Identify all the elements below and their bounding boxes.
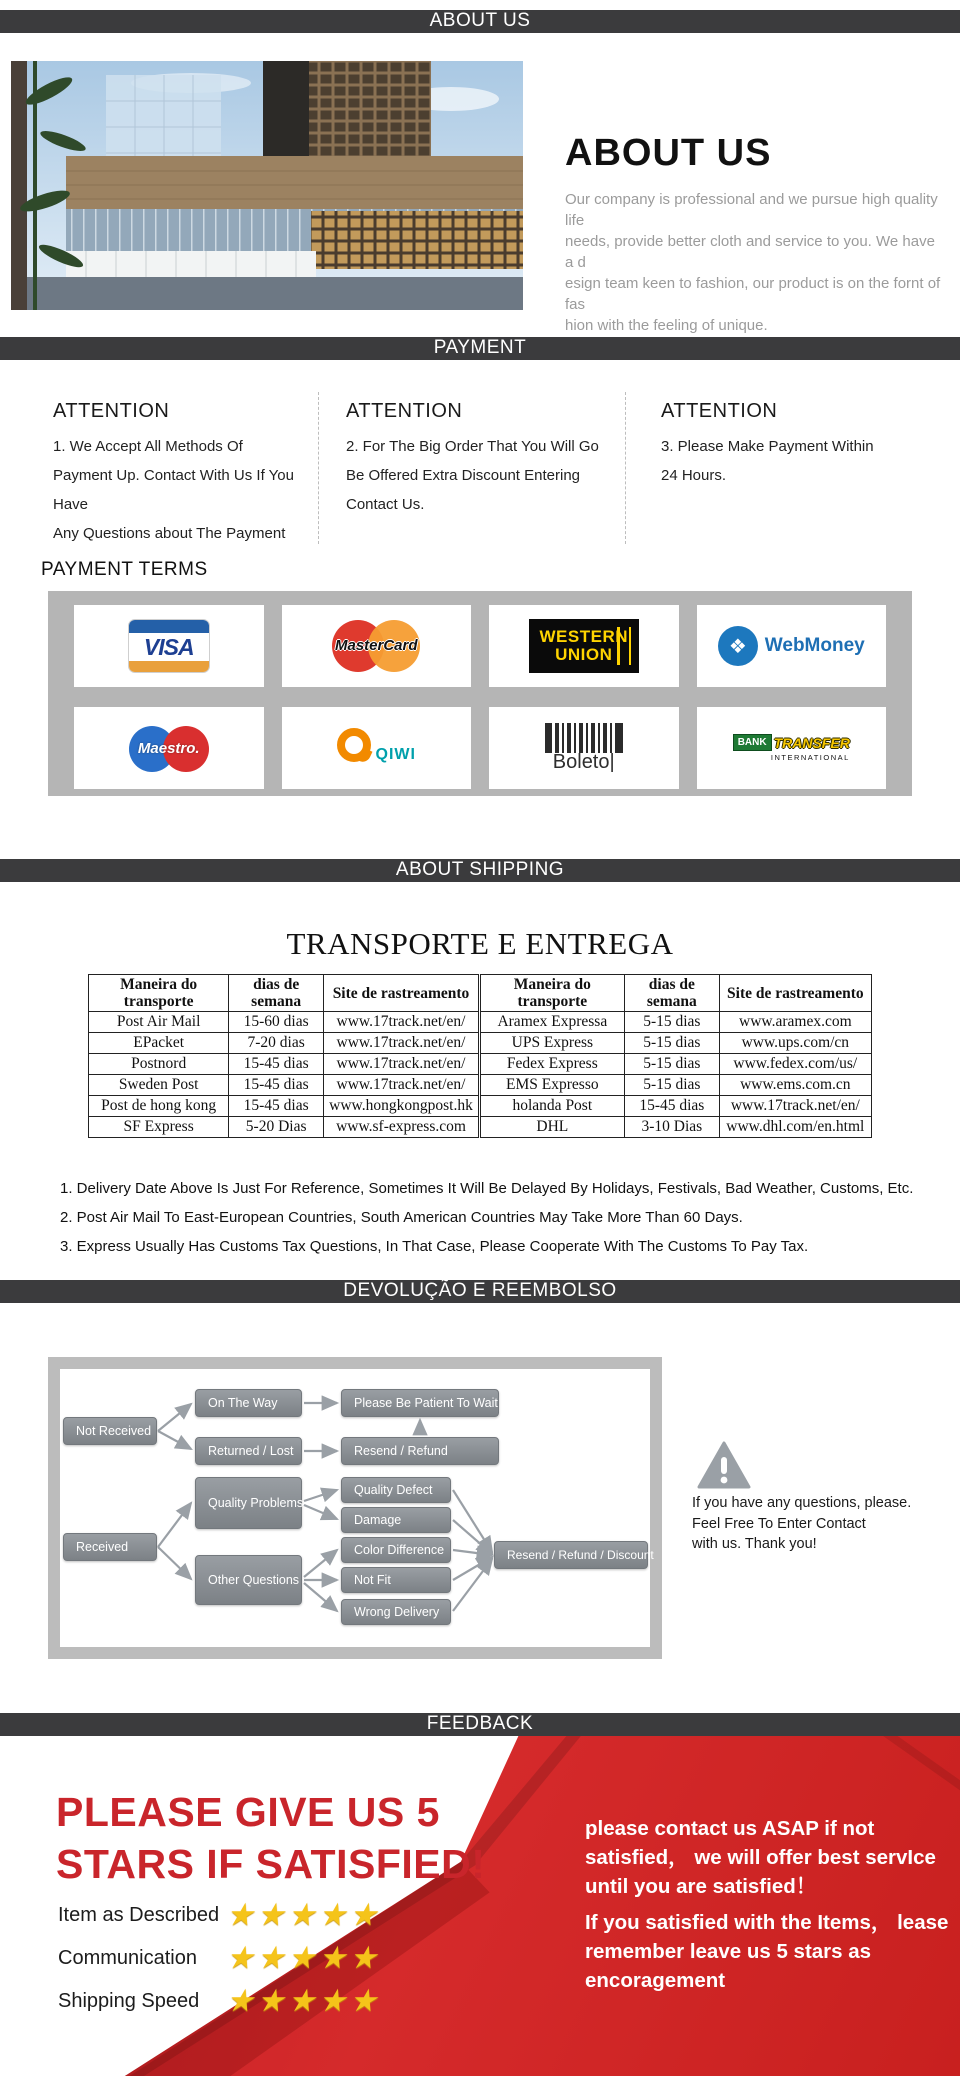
cell: 5-15 dias	[624, 1033, 719, 1054]
five-star-rating	[226, 1897, 380, 1933]
payment-methods-panel	[48, 591, 912, 796]
cell: Aramex Expressa	[479, 1012, 624, 1033]
red-box-line: until you are satisfied！	[585, 1875, 817, 1898]
cell: www.17track.net/en/	[324, 1075, 480, 1096]
flow-node-quality-defect: Quality Defect	[341, 1477, 451, 1503]
cell: 5-15 dias	[624, 1075, 719, 1096]
notice-line: with us. Thank you!	[692, 1536, 817, 1552]
cell: 15-45 dias	[229, 1075, 324, 1096]
cell: EMS Expresso	[479, 1075, 624, 1096]
star-icon	[318, 1955, 349, 1972]
visa-wordmark: VISA	[143, 633, 194, 660]
shipping-title: TRANSPORTE E ENTREGA	[286, 926, 674, 961]
payment-card-mastercard	[282, 605, 472, 687]
cell: Fedex Express	[479, 1054, 624, 1075]
cell: www.sf-express.com	[324, 1117, 480, 1138]
payment-card-boleto	[489, 707, 679, 789]
shipping-table	[88, 974, 872, 1138]
cell: UPS Express	[479, 1033, 624, 1054]
shipping-notes	[60, 1174, 960, 1261]
returns-flowchart-panel	[48, 1357, 662, 1659]
cell: SF Express	[89, 1117, 229, 1138]
visa-logo	[128, 619, 210, 673]
table-row	[89, 1012, 872, 1033]
cell: www.aramex.com	[719, 1012, 871, 1033]
cell: 15-45 dias	[229, 1096, 324, 1117]
flow-node-color-difference: Color Difference	[341, 1537, 451, 1563]
qiwi-q-icon	[337, 728, 371, 762]
cell: 15-45 dias	[624, 1096, 719, 1117]
col-header: Maneira do transporte	[479, 975, 624, 1012]
star-icon	[226, 1912, 257, 1929]
mastercard-wordmark: MasterCard	[334, 637, 418, 654]
payment-card-visa	[74, 605, 264, 687]
headline-line: STARS IF SATISFIED!	[56, 1841, 486, 1887]
star-icon	[349, 1955, 380, 1972]
shipping-note: 1. Delivery Date Above Is Just For Reference, Sometimes It Will Be Delayed By Holidays, Festivals, Bad Weather, Customs, Etc.	[60, 1180, 914, 1197]
cell: www.17track.net/en/	[324, 1012, 480, 1033]
cell: EPacket	[89, 1033, 229, 1054]
flow-node-received: Received	[63, 1533, 157, 1561]
about-line: Our company is professional and we pursue high quality life	[565, 191, 938, 229]
attention-line: Contact Us.	[346, 496, 425, 513]
about-line: needs, provide better cloth and service to you. We have a d	[565, 233, 935, 271]
flow-node-wrong-delivery: Wrong Delivery	[341, 1599, 451, 1625]
col-header: Maneira do transporte	[89, 975, 229, 1012]
cell: 5-15 dias	[624, 1012, 719, 1033]
attention-line: 2. For The Big Order That You Will Go	[346, 438, 599, 455]
cell: holanda Post	[479, 1096, 624, 1117]
red-box-line: please contact us ASAP if not	[585, 1817, 875, 1840]
bank-transfer-international-word: INTERNATIONAL	[770, 753, 850, 762]
about-line: esign team keen to fashion, our product is on the fornt of fas	[565, 275, 941, 313]
qiwi-wordmark: QIWI	[375, 746, 416, 763]
flow-node-returned-lost: Returned / Lost	[195, 1437, 302, 1465]
payment-attention-section	[0, 360, 960, 591]
cell: www.17track.net/en/	[719, 1096, 871, 1117]
cell: 7-20 dias	[229, 1033, 324, 1054]
cell: Post Air Mail	[89, 1012, 229, 1033]
cell: Postnord	[89, 1054, 229, 1075]
attention-title: ATTENTION	[661, 400, 778, 422]
section-bar-feedback: FEEDBACK	[0, 1713, 960, 1736]
payment-card-western-union	[489, 605, 679, 687]
flow-node-on-the-way: On The Way	[195, 1389, 302, 1417]
about-section	[0, 33, 960, 337]
returns-notice	[692, 1493, 911, 1555]
notice-line: Feel Free To Enter Contact	[692, 1515, 866, 1532]
flow-node-not-fit: Not Fit	[341, 1567, 451, 1593]
notice-line: If you have any questions, please.	[692, 1495, 912, 1511]
cell: 15-60 dias	[229, 1012, 324, 1033]
dashed-divider	[318, 392, 319, 544]
rating-row-shipping-speed	[58, 1986, 380, 2016]
rating-label: Communication	[58, 1946, 197, 1969]
star-icon	[226, 1998, 257, 2015]
flow-node-not-received: Not Received	[63, 1417, 157, 1445]
table-header-row	[89, 975, 872, 1012]
star-icon	[318, 1912, 349, 1929]
bank-transfer-transfer-word: TRANSFER	[773, 734, 850, 751]
red-box-paragraph-1	[585, 1814, 955, 1901]
red-box-line: encoragement	[585, 1969, 726, 1992]
rating-label: Item as Described	[58, 1903, 220, 1926]
dashed-divider	[625, 392, 626, 544]
returns-section	[0, 1303, 960, 1713]
payment-card-maestro	[74, 707, 264, 789]
flow-node-other-questions: Other Questions	[195, 1555, 302, 1605]
cell: www.hongkongpost.hk	[324, 1096, 480, 1117]
attention-title: ATTENTION	[53, 400, 170, 422]
star-icon	[257, 1912, 288, 1929]
col-header: dias de semana	[624, 975, 719, 1012]
section-bar-payment: PAYMENT	[0, 337, 960, 360]
about-title: ABOUT US	[565, 132, 772, 174]
maestro-logo	[121, 720, 217, 776]
cell: www.fedex.com/us/	[719, 1054, 871, 1075]
star-icon	[288, 1912, 319, 1929]
red-box-line: If you satisfied with the Items， lease	[585, 1911, 949, 1934]
cell: 5-15 dias	[624, 1054, 719, 1075]
attention-column-1	[53, 400, 313, 548]
bank-transfer-bank-word: BANK	[733, 734, 772, 751]
about-paragraph	[565, 189, 945, 336]
about-line: hion with the feeling of unique.	[565, 317, 768, 334]
cell: Post de hong kong	[89, 1096, 229, 1117]
visa-blue-band	[129, 620, 209, 633]
cell: 15-45 dias	[229, 1054, 324, 1075]
flow-node-quality-problems: Quality Problems	[195, 1477, 302, 1529]
mastercard-logo	[328, 616, 424, 676]
red-box-paragraph-2	[585, 1908, 955, 1995]
five-stars-headline	[56, 1786, 485, 1890]
cell: 5-20 Dias	[229, 1117, 324, 1138]
western-union-word-2: UNION	[555, 645, 613, 664]
attention-line: Be Offered Extra Discount Entering	[346, 467, 581, 484]
attention-title: ATTENTION	[346, 400, 463, 422]
section-bar-about-shipping: ABOUT SHIPPING	[0, 859, 960, 882]
flow-node-damage: Damage	[341, 1507, 451, 1533]
red-box-line: satisfied， we will offer best servIce	[585, 1846, 936, 1869]
cell: www.dhl.com/en.html	[719, 1117, 871, 1138]
col-header: Site de rastreamento	[719, 975, 871, 1012]
payment-terms-title: PAYMENT TERMS	[41, 559, 208, 580]
cell: www.17track.net/en/	[324, 1054, 480, 1075]
western-union-word-1: WESTERN	[539, 627, 628, 646]
star-icon	[257, 1998, 288, 2015]
visa-gold-band	[129, 661, 209, 672]
five-star-rating	[226, 1940, 380, 1976]
table-row	[89, 1075, 872, 1096]
rating-rows	[58, 1900, 380, 2029]
red-box-message	[585, 1814, 955, 1995]
bank-transfer-logo	[733, 734, 850, 762]
feedback-section	[0, 1736, 960, 2089]
attention-line: 24 Hours.	[661, 467, 727, 484]
table-row	[89, 1033, 872, 1054]
attention-column-3	[661, 400, 921, 490]
star-icon	[318, 1998, 349, 2015]
payment-card-bank-transfer	[697, 707, 887, 789]
rating-row-communication	[58, 1943, 380, 1973]
webmoney-logo	[718, 626, 865, 666]
webmoney-wordmark: WebMoney	[764, 635, 865, 656]
payment-card-qiwi	[282, 707, 472, 789]
cell: 3-10 Dias	[624, 1117, 719, 1138]
boleto-logo	[545, 723, 623, 774]
western-union-logo	[529, 619, 639, 673]
shipping-section	[0, 882, 960, 1280]
star-icon	[288, 1998, 319, 2015]
table-row	[89, 1117, 872, 1138]
attention-column-2	[346, 400, 606, 519]
boleto-barcode-icon	[545, 723, 623, 753]
warning-icon	[697, 1441, 751, 1489]
attention-line: 3. Please Make Payment Within	[661, 438, 874, 455]
star-icon	[288, 1955, 319, 1972]
star-icon	[349, 1912, 380, 1929]
red-box-line: remember leave us 5 stars as	[585, 1940, 872, 1963]
cell: www.ems.com.cn	[719, 1075, 871, 1096]
table-row	[89, 1096, 872, 1117]
table-row	[89, 1054, 872, 1075]
company-building-photo	[11, 61, 523, 310]
maestro-wordmark: Maestro.	[137, 740, 200, 757]
col-header: dias de semana	[229, 975, 324, 1012]
section-bar-about-us: ABOUT US	[0, 10, 960, 33]
five-star-rating	[226, 1983, 380, 2019]
flow-node-resend-refund: Resend / Refund	[341, 1437, 499, 1465]
flow-node-resend-refund-discount: Resend / Refund / Discount	[494, 1541, 648, 1569]
attention-line: Any Questions about The Payment	[53, 525, 286, 542]
attention-line: 1. We Accept All Methods Of	[53, 438, 243, 455]
star-icon	[226, 1955, 257, 1972]
about-text-block	[565, 132, 945, 337]
cell: Sweden Post	[89, 1075, 229, 1096]
rating-label: Shipping Speed	[58, 1989, 200, 2012]
qiwi-logo	[337, 728, 416, 768]
cell: www.ups.com/cn	[719, 1033, 871, 1054]
star-icon	[257, 1955, 288, 1972]
webmoney-globe-icon: ❖	[718, 626, 758, 666]
flow-node-please-be-patient: Please Be Patient To Wait	[341, 1389, 499, 1417]
headline-line: PLEASE GIVE US 5	[56, 1789, 440, 1835]
shipping-note: 2. Post Air Mail To East-European Countries, South American Countries May Take More Than 60 Days.	[60, 1209, 743, 1226]
cell: www.17track.net/en/	[324, 1033, 480, 1054]
section-bar-returns: DEVOLUÇÃO E REEMBOLSO	[0, 1280, 960, 1303]
rating-row-item-as-described	[58, 1900, 380, 1930]
boleto-wordmark: Boleto |	[553, 751, 615, 774]
shipping-note: 3. Express Usually Has Customs Tax Questions, In That Case, Please Cooperate With The Customs To Pay Tax.	[60, 1238, 809, 1255]
payment-card-webmoney	[697, 605, 887, 687]
cell: DHL	[479, 1117, 624, 1138]
attention-line: Payment Up. Contact With Us If You Have	[53, 467, 294, 513]
col-header: Site de rastreamento	[324, 975, 480, 1012]
star-icon	[349, 1998, 380, 2015]
